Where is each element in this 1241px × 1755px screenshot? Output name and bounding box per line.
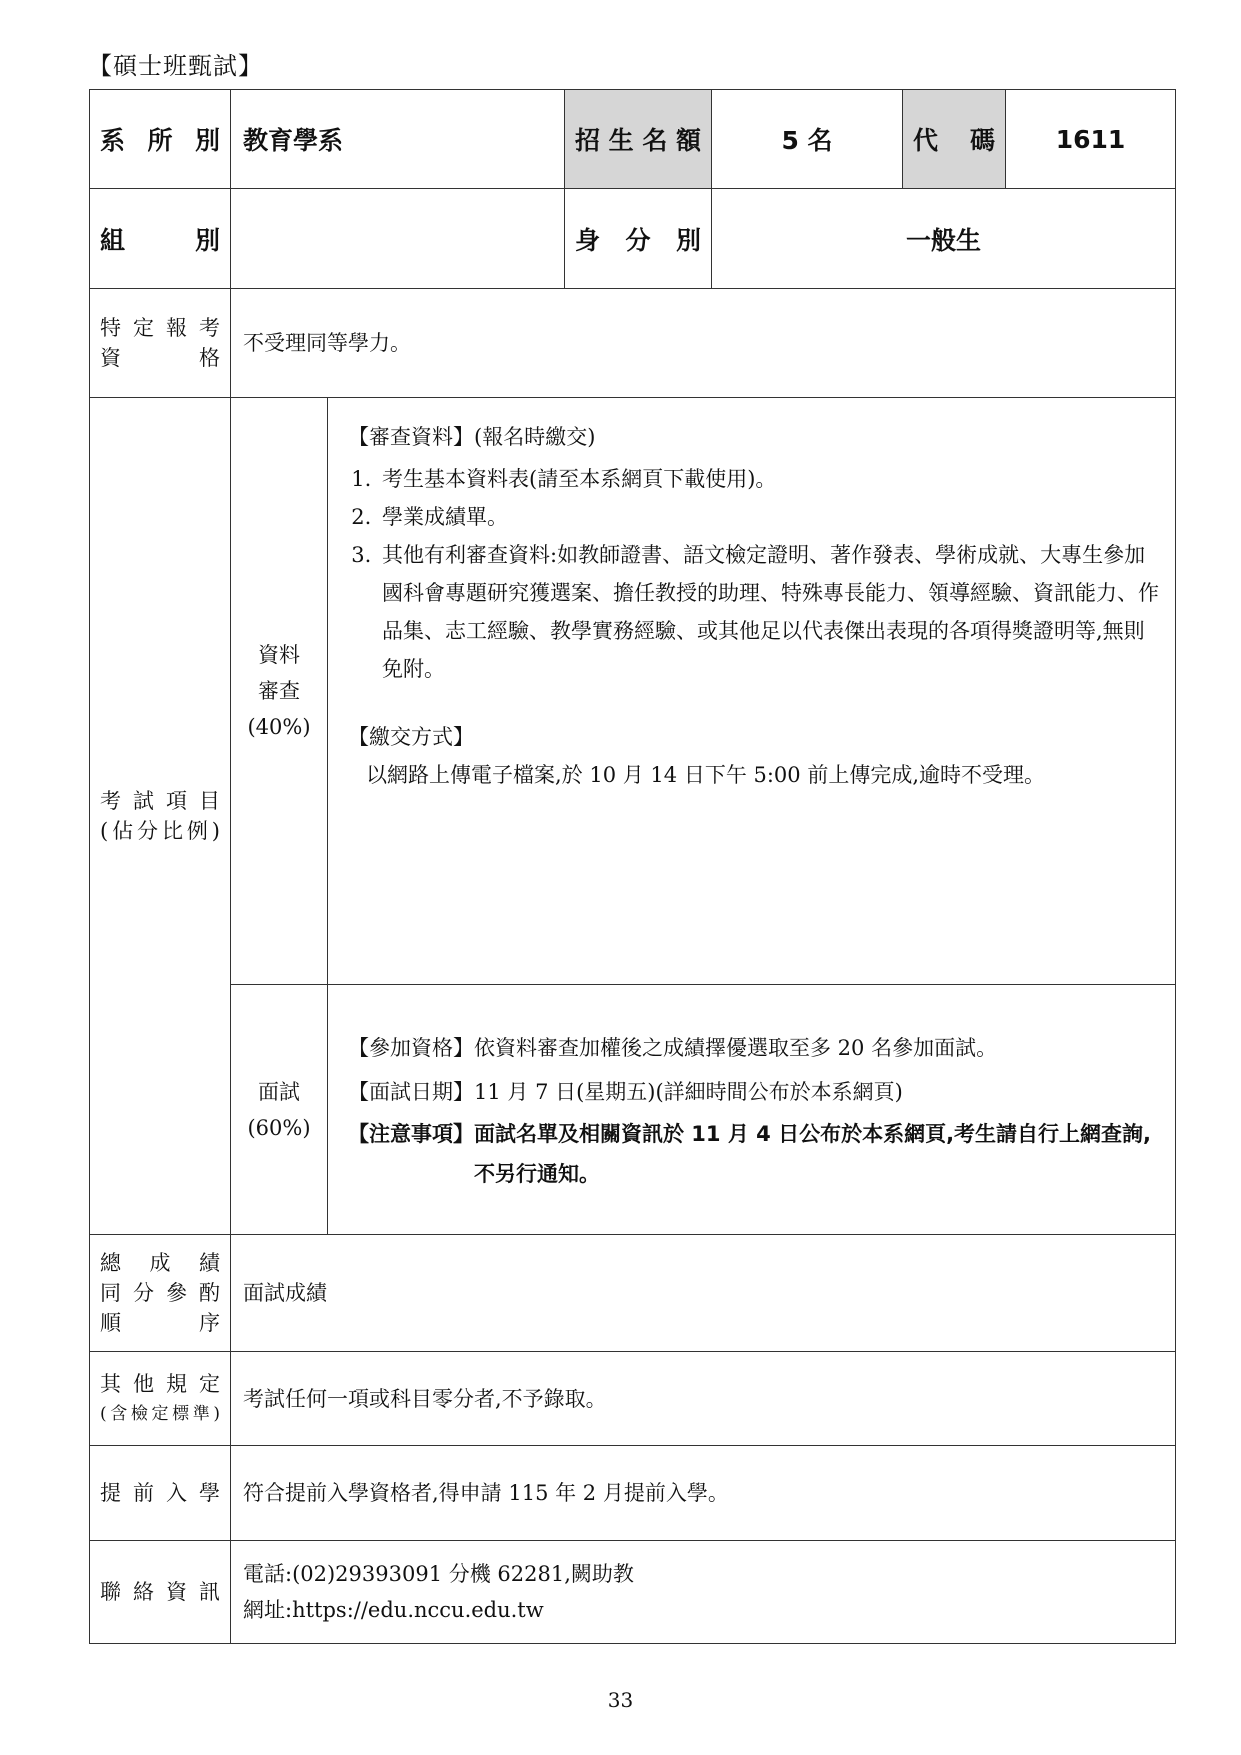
identity-label: 身 分 別: [565, 189, 712, 289]
admission-table: [89, 89, 1176, 1644]
review-content: [328, 398, 1176, 985]
header-row-group: [90, 189, 1176, 289]
contact-phone: 電話:(02)29393091 分機 62281,闕助教: [243, 1562, 634, 1586]
method-title: 【繳交方式】: [348, 725, 474, 749]
header-row-dept: [90, 90, 1176, 189]
contact-row: [90, 1541, 1176, 1644]
code-label: 代 碼: [903, 90, 1006, 189]
section-heading: 【碩士班甄試】: [88, 52, 263, 80]
early-admission-row: [90, 1446, 1176, 1541]
dept-label: 系 所 別: [90, 90, 231, 189]
dept-value: 教育學系: [231, 90, 565, 189]
interview-date: 【面試日期】11 月 7 日(星期五)(詳細時間公布於本系網頁): [348, 1079, 903, 1104]
identity-value: 一般生: [712, 189, 1176, 289]
other-rules-row: [90, 1352, 1176, 1446]
docs-title: 【審查資料】(報名時繳交): [348, 425, 596, 449]
list-item: 3. 其他有利審查資料:如教師證書、語文檢定證明、著作發表、學術成就、大專生參加國科會專題研究獲選案、擔任教授的助理、特殊專長能力、領導經驗、資訊能力、作品集、志工經驗、教學實務經驗、或其他足以代表傑出表現的各項得獎證明等,無則免附。: [378, 536, 1163, 688]
tiebreak-label: 總 成 績 同 分 參 酌 順 序: [90, 1235, 231, 1352]
interview-content: [328, 985, 1176, 1235]
eligibility-value: 不受理同等學力。: [231, 289, 1176, 398]
notice-text: 面試名單及相關資訊於 11 月 4 日公布於本系網頁,考生請自行上網查詢,不另行通知。: [474, 1121, 1152, 1186]
exam-items-label: 考 試 項 目 (佔分比例): [90, 398, 231, 1235]
quota-label: 招生名額: [565, 90, 712, 189]
interview-notice: [348, 1114, 1165, 1194]
early-admission-value: 符合提前入學資格者,得申請 115 年 2 月提前入學。: [231, 1446, 1176, 1541]
other-rules-value: 考試任何一項或科目零分者,不予錄取。: [231, 1352, 1176, 1446]
contact-value: [231, 1541, 1176, 1644]
exam-interview-row: [90, 985, 1176, 1235]
list-item: 2. 學業成績單。: [378, 498, 1163, 536]
list-item: 1. 考生基本資料表(請至本系網頁下載使用)。: [378, 460, 1163, 498]
exam-review-row: [90, 398, 1176, 985]
group-label: 組 別: [90, 189, 231, 289]
eligibility-label: 特 定 報 考 資 格: [90, 289, 231, 398]
method-text: 以網路上傳電子檔案,於 10 月 14 日下午 5:00 前上傳完成,逾時不受理。: [366, 763, 1046, 787]
interview-qualification: 【參加資格】依資料審查加權後之成績擇優選取至多 20 名參加面試。: [348, 1035, 998, 1060]
early-admission-label: 提 前 入 學: [90, 1446, 231, 1541]
eligibility-row: [90, 289, 1176, 398]
contact-website[interactable]: 網址:https://edu.nccu.edu.tw: [243, 1598, 544, 1622]
code-value: 1611: [1006, 90, 1176, 189]
group-value: [231, 189, 565, 289]
other-rules-label: 其 他 規 定 (含檢定標準): [90, 1352, 231, 1446]
docs-list: [348, 460, 1163, 688]
notice-label: 【注意事項】: [348, 1121, 474, 1146]
interview-label: 面試 (60%): [231, 985, 328, 1235]
tiebreak-row: [90, 1235, 1176, 1352]
tiebreak-value: 面試成績: [231, 1235, 1176, 1352]
review-label: 資料 審查 (40%): [231, 398, 328, 985]
page-number: 33: [607, 1688, 634, 1712]
contact-label: 聯 絡 資 訊: [90, 1541, 231, 1644]
quota-value: 5 名: [712, 90, 903, 189]
